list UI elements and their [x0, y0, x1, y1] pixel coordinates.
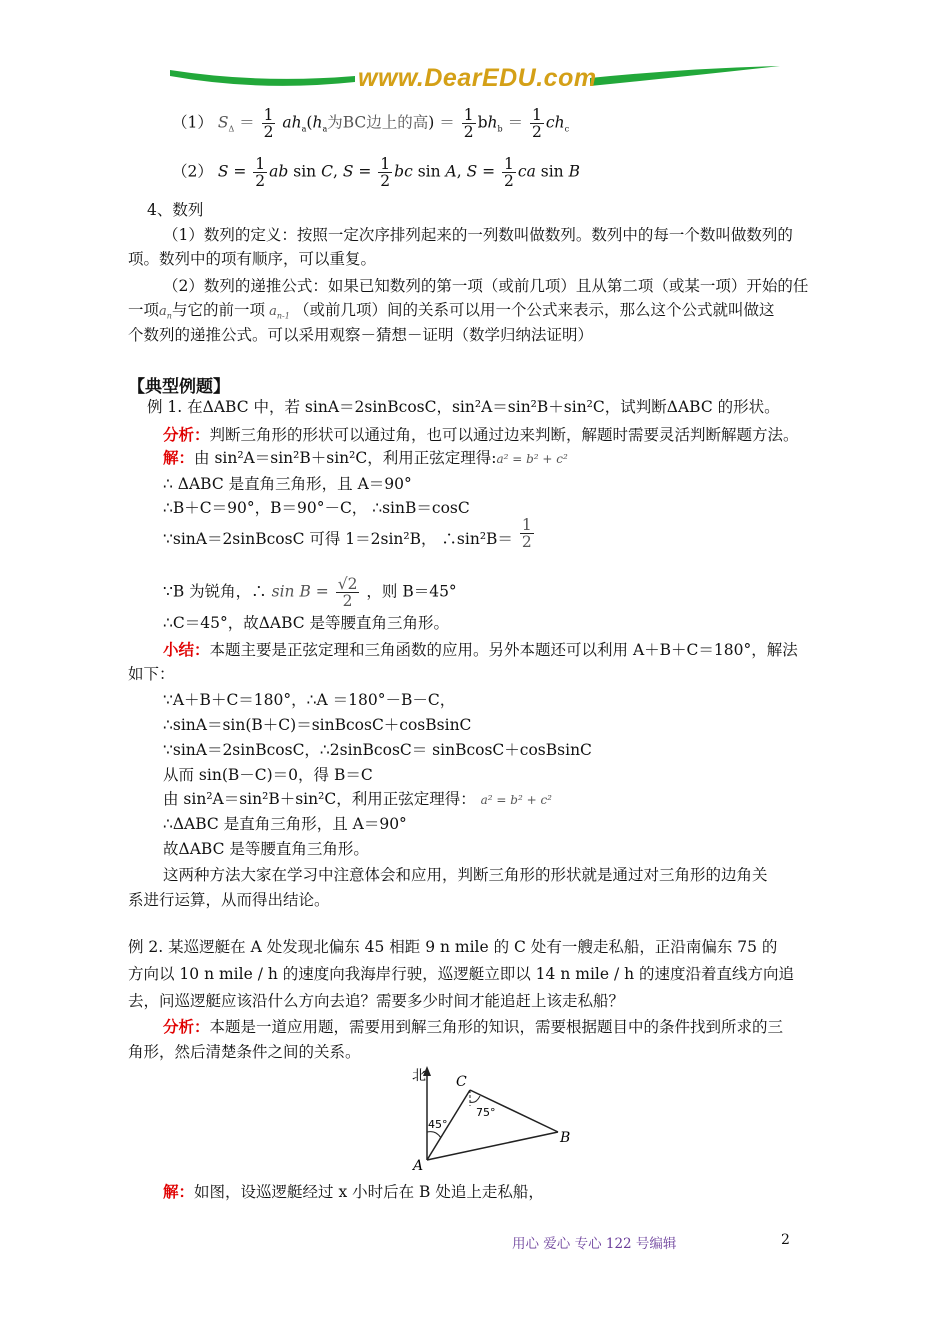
page-number: 2	[781, 1232, 790, 1248]
ex1-step3	[163, 515, 536, 551]
ex2-solution	[163, 1181, 544, 1203]
step3-den: 2	[521, 532, 532, 551]
summary-text: 本题主要是正弦定理和三角函数的应用。另外本题还可以利用 A＋B＋C＝180°，解法	[209, 641, 798, 659]
ex1-alt6: ∴ΔABC 是直角三角形，且 A＝90°	[163, 815, 407, 833]
site-logo: www.DearEDU.com	[358, 64, 597, 92]
pythagoras-eq-2: a² = b² + c²	[480, 793, 552, 807]
sequence-heading: 4、数列	[147, 201, 204, 219]
pythagoras-eq: a² = b² + c²	[496, 452, 568, 466]
ex1-summary	[163, 639, 798, 661]
ex2-analysis	[163, 1016, 783, 1038]
solution-text: 由 sin²A＝sin²B＋sin²C，利用正弦定理得:	[194, 449, 497, 467]
ex1-conclusion1: 这两种方法大家在学习中注意体会和应用，判断三角形的形状就是通过对三角形的边角关	[163, 866, 768, 884]
ex1-alt5	[163, 788, 552, 811]
ex2-solution-label: 解：	[163, 1182, 195, 1201]
sequence-rec-line2: 一项$a_n$与它的前一项 $a_{n-1}$ （或前几项）间的关系可以用一个公式来表示，那么这个公式就叫做这	[128, 301, 775, 321]
sequence-rec-line3: 个数列的递推公式。可以采用观察－猜想－证明（数学归纳法证明）	[128, 326, 594, 344]
rec-text-b: 与它的前一项	[171, 301, 265, 319]
step4-den: 2	[342, 592, 353, 610]
ex2-analysis-text: 本题是一道应用题，需要用到解三角形的知识，需要根据题目中的条件找到所求的三	[209, 1018, 784, 1036]
ex1-solution	[163, 447, 568, 470]
sequence-def-line1: （1）数列的定义：按照一定次序排列起来的一列数叫做数列。数列中的每一个数叫做数列的	[163, 226, 793, 244]
ex1-alt2: ∴sinA＝sin(B＋C)＝sinBcosC＋cosBsinC	[163, 716, 472, 734]
ex1-summary2: 如下：	[128, 665, 175, 683]
analysis-text: 判断三角形的形状可以通过角，也可以通过边来判断，解题时需要灵活判断解题方法。	[209, 426, 799, 444]
rec-text-c: （或前几项）间的关系可以用一个公式来表示，那么这个公式就叫做这	[293, 301, 775, 319]
ex2-question1: 例 2. 某巡逻艇在 A 处发现北偏东 45 相距 9 n mile 的 C 处有一艘走私船，正沿南偏东 75 的	[128, 938, 778, 956]
point-c-label: C	[456, 1074, 467, 1090]
step4-text-a: ∵B 为锐角，∴	[163, 582, 267, 601]
ex1-step2: ∴B＋C＝90°，B＝90°－C， ∴sinB＝cosC	[163, 499, 470, 517]
solution-label: 解：	[163, 448, 195, 467]
alt5-text: 由 sin²A＝sin²B＋sin²C，利用正弦定理得：	[163, 790, 476, 808]
ex1-question: 例 1. 在ΔABC 中，若 sinA＝2sinBcosC，sin²A＝sin²B＋sin²C，试判断ΔABC 的形状。	[147, 398, 780, 416]
point-b-label: B	[560, 1130, 571, 1146]
step3-text: ∵sinA＝2sinBcosC 可得 1＝2sin²B， ∴sin²B＝	[163, 530, 513, 548]
examples-title: 【典型例题】	[128, 377, 230, 397]
triangle-diagram	[408, 1062, 578, 1180]
ex2-question3: 去，问巡逻艇应该沿什么方向去追？需要多少时间才能追赶上该走私船？	[128, 992, 625, 1010]
angle-75-label: 75°	[476, 1106, 496, 1119]
ex2-question2: 方向以 10 n mile / h 的速度向我海岸行驶，巡逻艇立即以 14 n mile / h 的速度沿着直线方向追	[128, 965, 795, 983]
ex1-step1: ∴ ΔABC 是直角三角形，且 A＝90°	[163, 475, 412, 493]
step4-text-b: ，则 B＝45°	[366, 582, 457, 601]
ex1-step4	[163, 576, 457, 609]
ex2-analysis2: 角形，然后清楚条件之间的关系。	[128, 1043, 361, 1061]
ex1-analysis	[163, 424, 799, 446]
ex1-alt7: 故ΔABC 是等腰直角三角形。	[163, 840, 369, 858]
north-label: 北	[412, 1068, 426, 1084]
footer-text: 用心 爱心 专心 122 号编辑	[512, 1236, 677, 1252]
ex2-analysis-label: 分析：	[163, 1017, 210, 1036]
sequence-def-line2: 项。数列中的项有顺序，可以重复。	[128, 250, 377, 268]
formula-1-note: 为BC边上的高	[327, 113, 429, 132]
step4-sin: sin B =	[271, 582, 329, 601]
ex1-alt1: ∵A＋B＋C＝180°，∴A ＝180°－B－C，	[163, 691, 456, 709]
area-formula-1: （1） $S_\Delta$ ＝ $\frac{1}{2}$ $ah_a(h_a$为BC边上的高) ＝ $\frac{1}{2}$ $bh_b$ ＝ $\frac{1}{2}$ $ch_c$	[172, 106, 570, 141]
formula-2-prefix: （2）	[172, 162, 213, 181]
header-banner	[170, 62, 780, 98]
area-formula-2: （2） S = $\frac{1}{2}$ ab sin C, S = $\frac{1}{2}$ bc sin A, S = $\frac{1}{2}$ ca sin B	[172, 155, 580, 190]
step3-num: 1	[521, 515, 532, 534]
rec-text-a: 一项	[128, 301, 160, 319]
ex1-step5: ∴C＝45°，故ΔABC 是等腰直角三角形。	[163, 614, 450, 632]
point-a-label: A	[413, 1158, 424, 1174]
ex2-solution-text: 如图，设巡逻艇经过 x 小时后在 B 处追上走私船，	[194, 1183, 544, 1201]
sequence-rec-line1: （2）数列的递推公式：如果已知数列的第一项（或前几项）且从第二项（或某一项）开始的任	[163, 277, 809, 295]
ex1-alt4: 从而 sin(B－C)＝0，得 B＝C	[163, 766, 373, 784]
formula-1-prefix: （1）	[172, 113, 213, 132]
analysis-label: 分析：	[163, 425, 210, 444]
angle-45-label: 45°	[428, 1118, 448, 1131]
ex1-conclusion2: 系进行运算，从而得出结论。	[128, 891, 330, 909]
summary-label: 小结：	[163, 640, 210, 659]
ex1-alt3: ∵sinA＝2sinBcosC，∴2sinBcosC＝ sinBcosC＋cosBsinC	[163, 741, 592, 759]
step4-num: √2	[337, 575, 358, 593]
